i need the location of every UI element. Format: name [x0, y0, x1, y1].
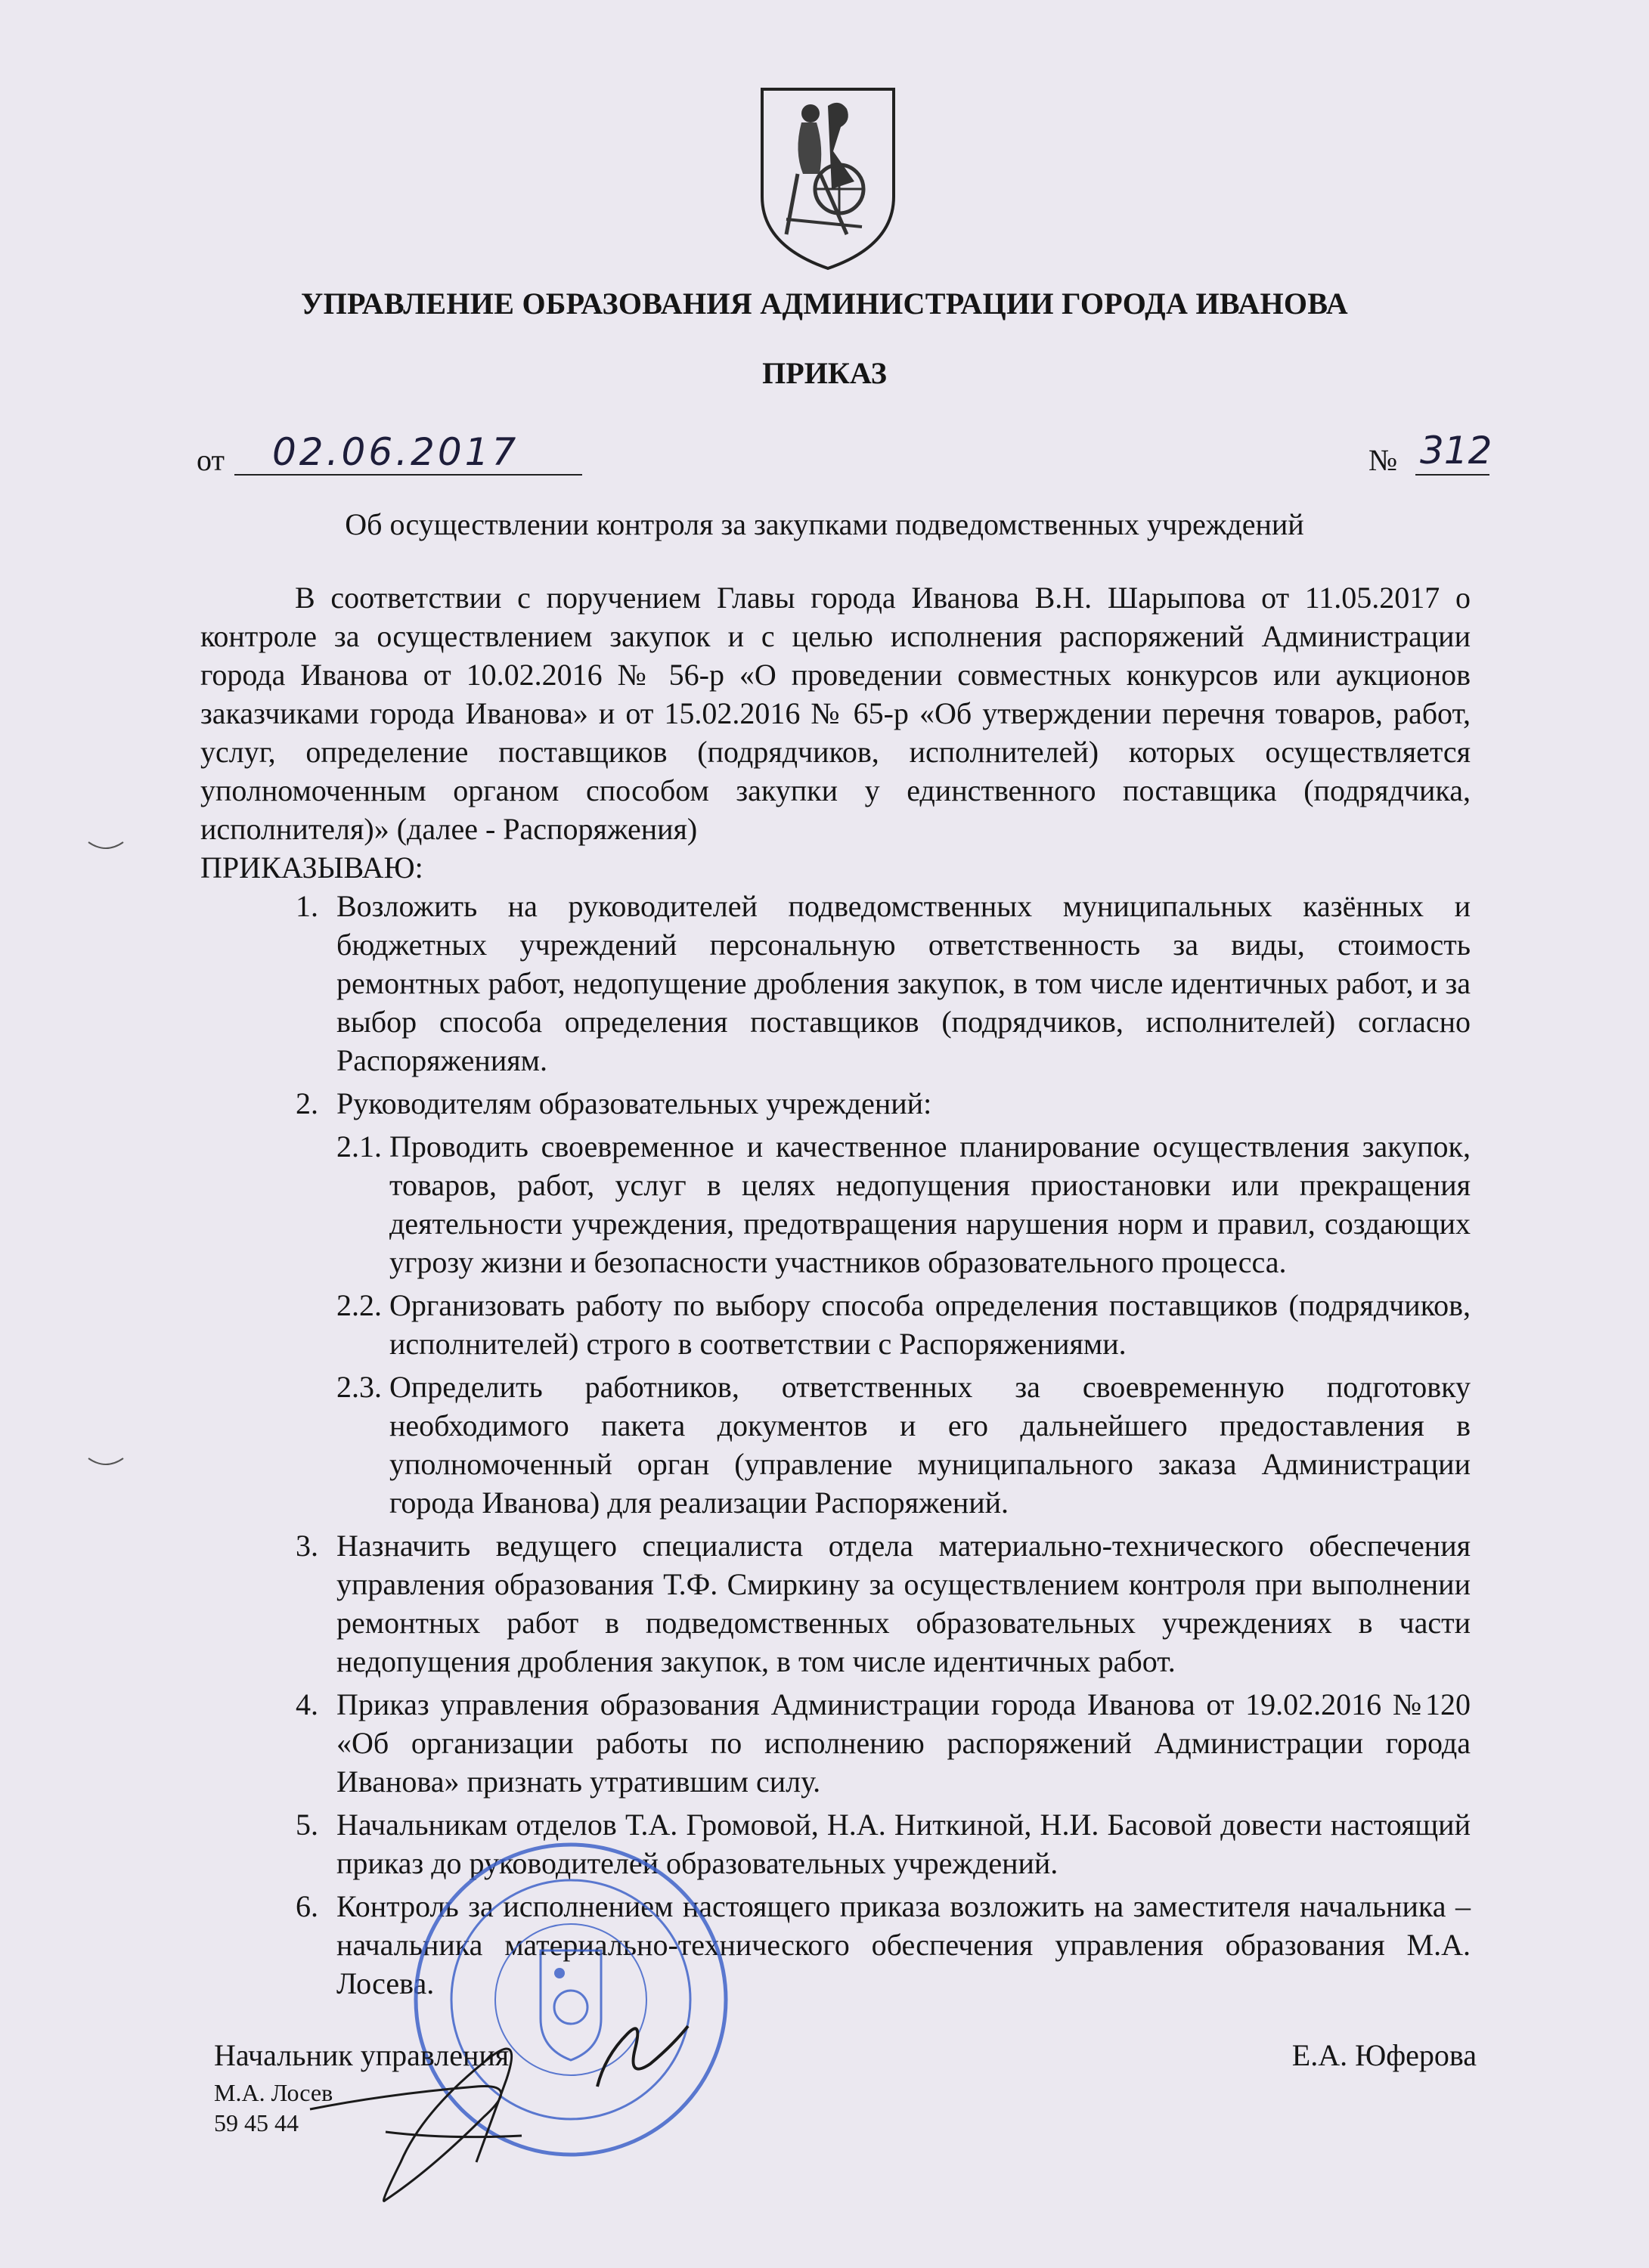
date-number-row [197, 429, 1492, 480]
date-underline [234, 474, 582, 476]
list-item [200, 1084, 1471, 1123]
coat-of-arms-emblem [756, 83, 900, 272]
list-item-number: 1. [296, 889, 318, 923]
list-item [200, 1805, 1471, 1882]
list-item-text: Возложить на руководителей подведомственных муниципальных казённых и бюджетных учреждений персональную ответственность за виды, стоимость ремонтных работ, недопущение дробления закупок, в том числе идентичных работ, и за выбор способа определения поставщиков (подрядчиков, исполнителей) согласно Распоряжениям. [336, 889, 1471, 1077]
punch-mark [87, 1455, 125, 1470]
signature-block [214, 2037, 1477, 2151]
list-item-text: Приказ управления образования Администрации города Иванова от 19.02.2016 №120 «Об организации работы по исполнению распоряжений Администрации города Иванова» признать утратившим силу. [336, 1687, 1471, 1799]
sub-item-text: Организовать работу по выбору способа определения поставщиков (подрядчиков, исполнителей) строго в соответствии с Распоряжениями. [389, 1288, 1471, 1361]
signatory-position: Начальник управления [214, 2038, 510, 2072]
document-type: ПРИКАЗ [762, 356, 887, 390]
date-label: от [197, 443, 225, 477]
number-value: 312 [1420, 429, 1492, 472]
list-item [200, 1526, 1471, 1681]
list-item-text: Назначить ведущего специалиста отдела материально-технического обеспечения управления образования Т.Ф. Смиркину за осуществлением контроля при выполнении ремонтных работ в подведомственных образовательных учреждениях в части недопущения дробления закупок, в том числе идентичных работ. [336, 1529, 1471, 1678]
sub-item-number: 2.2. [336, 1288, 382, 1322]
punch-mark [87, 839, 125, 854]
list-item-number: 2. [296, 1086, 318, 1120]
sub-item-text: Определить работников, ответственных за своевременную подготовку необходимого пакета документов и его дальнейшего предоставления в уполномоченный орган (управление муниципального заказа Администрации города Иванова) для реализации Распоряжений. [389, 1370, 1471, 1520]
list-item-number: 4. [296, 1687, 318, 1721]
list-item-number: 3. [296, 1529, 318, 1563]
list-item-text: Начальникам отделов Т.А. Громовой, Н.А. Ниткиной, Н.И. Басовой довести настоящий приказ до руководителей образовательных учреждений. [336, 1808, 1471, 1880]
list-item [200, 1685, 1471, 1801]
list-item-text: Руководителям образовательных учреждений: [336, 1086, 932, 1120]
organization-title: УПРАВЛЕНИЕ ОБРАЗОВАНИЯ АДМИНИСТРАЦИИ ГОРОДА ИВАНОВА [300, 287, 1348, 321]
sub-item [200, 1286, 1471, 1363]
sub-item-number: 2.3. [336, 1370, 382, 1404]
sub-item [200, 1127, 1471, 1281]
list-item-text: Контроль за исполнением настоящего приказа возложить на заместителя начальника – начальника материально-технического обеспечения управления образования М.А. Лосева. [336, 1889, 1471, 2000]
executor-phone: 59 45 44 [214, 2109, 299, 2136]
order-word: ПРИКАЗЫВАЮ: [200, 850, 423, 885]
number-underline [1415, 474, 1489, 476]
list-item [200, 887, 1471, 1080]
document-body [200, 578, 1471, 2007]
executor-info [214, 2077, 333, 2138]
number-label: № [1368, 443, 1398, 477]
document-subject: Об осуществлении контроля за закупками подведомственных учреждений [345, 507, 1304, 541]
intro-paragraph: В соответствии с поручением Главы города Иванова В.Н. Шарыпова от 11.05.2017 о контроле за осуществлением закупок и с целью исполнения распоряжений Администрации города Иванова от 10.02.2016 № 56-р «О проведении совместных конкурсов или аукционов заказчиками города Иванова» и от 15.02.2016 № 65-р «Об утверждении перечня товаров, работ, услуг, определение поставщиков (подрядчиков, исполнителей) которых осуществляется уполномоченным органом способом закупки у единственного поставщика (подрядчика, исполнителя)» (далее - Распоряжения) [200, 581, 1471, 846]
date-value: 02.06.2017 [272, 430, 519, 474]
executor-name: М.А. Лосев [214, 2079, 333, 2106]
sub-item [200, 1368, 1471, 1522]
sub-item-number: 2.1. [336, 1129, 382, 1163]
sub-item-text: Проводить своевременное и качественное планирование осуществления закупок, товаров, работ, услуг в целях недопущения приостановки или прекращения деятельности учреждения, предотвращения нарушения норм и правил, создающих угрозу жизни и безопасности участников образовательного процесса. [389, 1129, 1471, 1279]
list-item-number: 5. [296, 1808, 318, 1842]
list-item-number: 6. [296, 1889, 318, 1923]
signatory-name: Е.А. Юферова [1291, 2038, 1477, 2072]
